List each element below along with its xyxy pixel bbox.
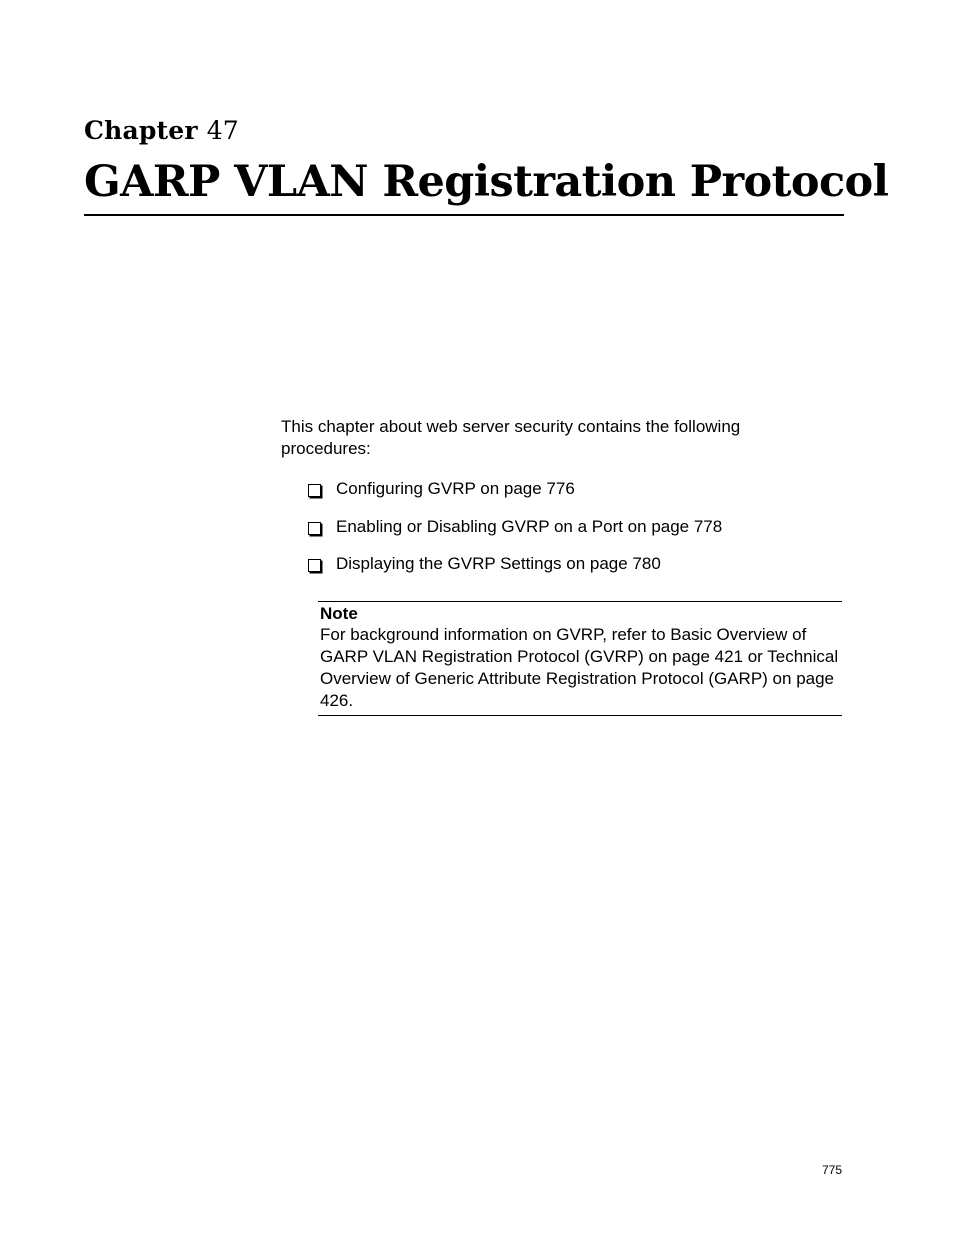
chapter-title: GARP VLAN Registration Protocol [84, 154, 844, 216]
checkbox-bullet-icon [308, 484, 321, 497]
chapter-label [84, 116, 239, 145]
note-box [318, 601, 842, 716]
procedure-list [308, 478, 722, 591]
procedure-link-configuring-gvrp[interactable]: Configuring GVRP on page 776 [336, 479, 575, 498]
chapter-word: Chapter [84, 116, 198, 145]
note-heading: Note [320, 604, 358, 623]
checkbox-bullet-icon [308, 522, 321, 535]
checkbox-bullet-icon [308, 559, 321, 572]
list-item [308, 516, 722, 554]
procedure-link-enabling-disabling-gvrp[interactable]: Enabling or Disabling GVRP on a Port on page 778 [336, 516, 723, 536]
procedure-link-displaying-gvrp-settings[interactable]: Displaying the GVRP Settings on page 780 [336, 554, 661, 573]
intro-paragraph: This chapter about web server security contains the following procedures: [281, 417, 741, 458]
chapter-number: 47 [206, 116, 239, 145]
list-item [308, 553, 722, 591]
list-item [308, 478, 722, 516]
page-number: 775 [821, 1163, 842, 1177]
note-body: For background information on GVRP, refer to Basic Overview of GARP VLAN Registration Protocol (GVRP) on page 421 or Technical Overview of Generic Attribute Registration Protocol (GARP) on page 426. [320, 625, 839, 710]
